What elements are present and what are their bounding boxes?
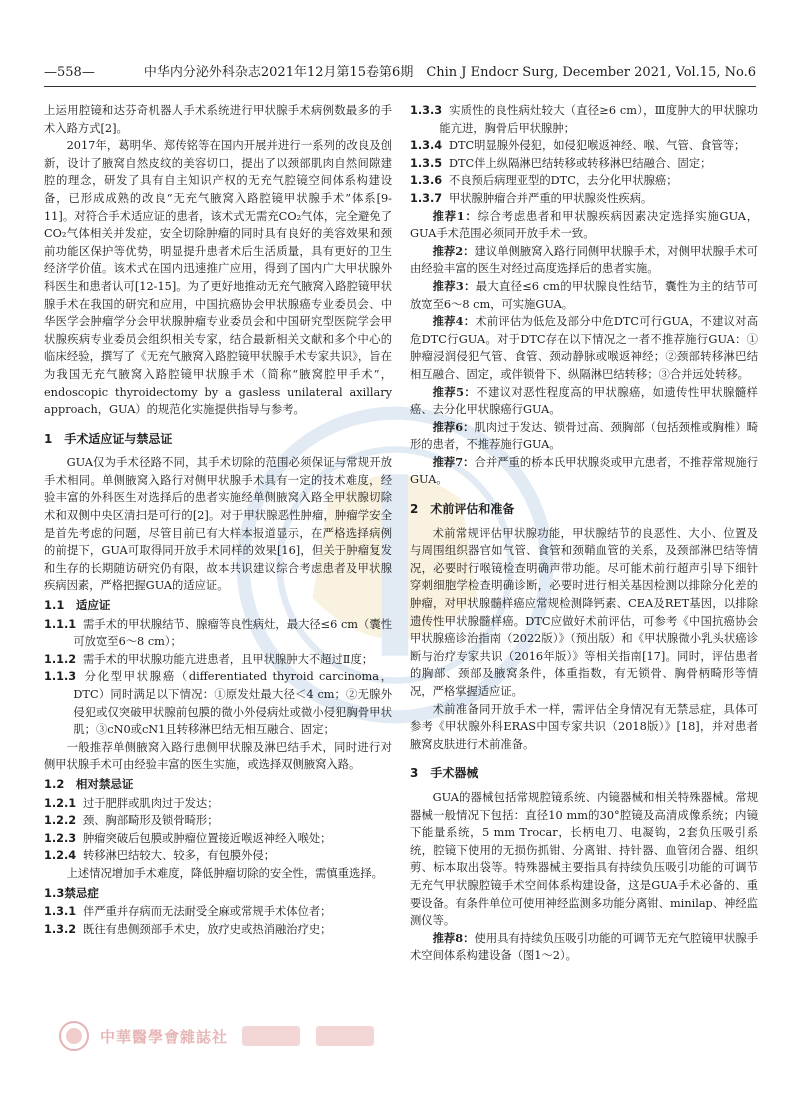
intro-paragraph: 2017年，葛明华、郑传铭等在国内开展并进行一系列的改良及创新，设计了腋窝自然皮纹的美容切口，提出了以颈部肌肉自然间隙建腔的理念，研发了具有自主知识产权的无充气腔镜空间体系构建设备，已形成成熟的改良“无充气腋窝入路腔镜甲状腺手术”体系[9-11]。对符合手术适应证的患者，该术式无需充CO₂气体，完全避免了CO₂气体相关并发症，安全切除肿瘤的同时具有良好的美容效果和颈前功能区保护等优势，明显提升患者术后生活质量，具有更好的卫生经济学价值。该术式在国内迅速推广应用，得到了国内广大甲状腺外科医生和患者认可[12-15]。为了更好地推动无充气腋窝入路腔镜甲状腺手术在我国的研究和应用，中国抗癌协会甲状腺癌专业委员会、中华医学会肿瘤学分会甲状腺肿瘤专业委员会和中国研究型医院学会甲状腺疾病专业委员会组织相关专家，结合最新相关文献和多个中心的临床经验，撰写了《无充气腋窝入路腔镜甲状腺手术专家共识》，旨在为我国无充气腋窝入路腔镜甲状腺手术（简称“腋窝腔甲手术”，endoscopic thyroidectomy by a gasless unilateral axillary approach，GUA）的规范化实施提供指导与参考。 [44,139,392,417]
left-column [44,102,392,1012]
clause-1-2-3: 1.2.3 肿瘤突破后包膜或肿瘤位置接近喉返神经入喉处； [44,831,332,845]
section-1-heading: 1 手术适应证与禁忌证 [44,431,173,446]
recommendation-2: 推荐2：建议单侧腋窝入路行同侧甲状腺手术，对侧甲状腺手术可由经验丰富的医生对经过高度选择后的患者实施。 [410,243,758,276]
recommendation-6: 推荐6：肌肉过于发达、锁骨过高、颈胸部（包括颈椎或胸椎）畸形的患者，不推荐施行GUA。 [410,419,758,452]
clause-1-2-4: 1.2.4 转移淋巴结较大、较多，有包膜外侵； [44,849,275,863]
section-3-paragraph: GUA的器械包括常规腔镜系统、内镜器械和相关特殊器械。常规器械一般情况下包括：直径10 mm的30°腔镜及高清成像系统；内镜下能量系统，5 mm Trocar，长柄电刀、电凝钩，2套负压吸引系统，腔镜下使用的无损伤抓钳、分离钳、持针器、血管闭合器、组织剪、标本取出袋等。特殊器械主要指具有持续负压吸引功能的可调节无充气甲状腺腔镜手术空间体系构建设备，这是GUA手术必备的、重要设备。有条件单位可使用神经监测多功能分离钳、minilap、神经监测仪等。 [410,790,758,928]
clause-1-1-1: 1.1.1 需手术的甲状腺结节、腺瘤等良性病灶，最大径≤6 cm（囊性可放宽至6～8 cm）； [44,617,392,649]
clause-1-3-5: 1.3.5 DTC伴上纵隔淋巴结转移或转移淋巴结融合、固定； [410,156,712,170]
recommendation-1: 推荐1：综合考虑患者和甲状腺疾病因素决定选择实施GUA，GUA手术范围必须同开放手术一致。 [410,208,758,241]
section-2-paragraph-2: 术前准备同开放手术一样，需评估全身情况有无禁忌症，具体可参考《甲状腺外科ERAS中国专家共识（2018版）》[18]，并对患者腋窝皮肤进行术前准备。 [410,702,758,751]
clause-1-3-6: 1.3.6 不良预后病理亚型的DTC，去分化甲状腺癌； [410,174,678,188]
recommendation-4: 推荐4：术前评估为低危及部分中危DTC可行GUA，不建议对高危DTC行GUA。对于DTC存在以下情况之一者不推荐施行GUA：①肿瘤浸润侵犯气管、食管、颈动静脉或喉返神经；②颈部转移淋巴结相互融合、固定，或伴锁骨下、纵隔淋巴结转移；③合并远处转移。 [410,314,758,381]
publisher-name: 中華醫學會雜誌社 [100,1028,229,1046]
recommendation-5: 推荐5：不建议对恶性程度高的甲状腺癌，如遗传性甲状腺髓样癌、去分化甲状腺癌行GUA。 [410,384,758,417]
publisher-logo-icon [58,1020,90,1052]
recommendation-3: 推荐3：最大直径≤6 cm的甲状腺良性结节，囊性为主的结节可放宽至6～8 cm，可实施GUA。 [410,278,758,311]
journal-citation-line: 中华内分泌外科杂志2021年12月第15卷第6期 Chin J Endocr Surg, December 2021, Vol.15, No.6 [143,65,756,80]
page-number: —558— [44,65,95,80]
recommendation-7: 推荐7：合并严重的桥本氏甲状腺炎或甲亢患者，不推荐常规施行GUA。 [410,454,758,487]
section-3-heading: 3 手术器械 [410,766,479,781]
section-1-3-heading: 1.3禁忌症 [44,885,99,900]
section-1-2-note: 上述情况增加手术难度，降低肿瘤切除的安全性，需慎重选择。 [66,866,383,880]
intro-continued: 上运用腔镜和达芬奇机器人手术系统进行甲状腺手术病例数最多的手术入路方式[2]。 [44,104,392,135]
right-column [410,102,758,1012]
running-header [44,64,756,87]
section-2-paragraph-1: 术前常规评估甲状腺功能，甲状腺结节的良恶性、大小、位置及与周围组织器官如气管、食管和颈鞘血管的关系，及颈部淋巴结等情况，必要时行喉镜检查明确声带功能。尽可能术前行超声引导下细针穿刺细胞学检查明确诊断，必要时进行相关基因检测以排除分化差的肿瘤，对甲状腺髓样癌应常规检测降钙素、CEA及RET基因，以排除遗传性甲状腺髓样癌。DTC应做好术前评估，可参考《中国抗癌协会甲状腺癌诊治指南（2022版）》（预出版）和《甲状腺微小乳头状癌诊断与治疗专家共识（2016年版）》等相关指南[17]。同时，评估患者的胸部、颈部及腋窝条件，体重指数，有无锁骨、胸骨柄畸形等情况，严格掌握适应证。 [410,526,758,698]
clause-1-1-3: 1.1.3 分化型甲状腺癌（differentiated thyroid carcinoma，DTC）同时满足以下情况：①原发灶最大径＜4 cm；②无腺外侵犯或仅突破甲状腺前包膜的微小外侵病灶或微小侵犯胸骨甲状肌；③cN0或cN1且转移淋巴结无相互融合、固定； [44,670,392,737]
section-1-paragraph: GUA仅为手术径路不同，其手术切除的范围必须保证与常规开放手术相同。单侧腋窝入路行对侧甲状腺手术具有一定的技术难度，经验丰富的外科医生对选择后的患者实施经单侧腋窝入路全甲状腺切除术和双侧中央区清扫是可行的[2]。对于甲状腺恶性肿瘤，肿瘤学安全是首先考虑的问题，尽管目前已有大样本报道显示，在严格选择病例的前提下，GUA可取得同开放手术同样的效果[16]，但关于肿瘤复发和生存的长期随访研究仍有限，故本共识建议综合考虑患者及甲状腺疾病因素，严格把握GUA的适应证。 [44,456,392,593]
clause-1-3-4: 1.3.4 DTC明显腺外侵犯，如侵犯喉返神经、喉、气管、食管等； [410,139,746,153]
brand-mark-icon [240,1022,302,1050]
section-2-heading: 2 术前评估和准备 [410,502,515,517]
clause-1-3-3: 1.3.3 实质性的良性病灶较大（直径≥6 cm），Ⅲ度肿大的甲状腺功能亢进，胸骨后甲状腺肿； [410,104,758,135]
clause-1-3-7: 1.3.7 甲状腺肿瘤合并严重的甲状腺炎性疾病。 [410,191,653,205]
clause-1-1-3-note: 一般推荐单侧腋窝入路行患侧甲状腺及淋巴结手术，同时进行对侧甲状腺手术可由经验丰富的医生实施，或选择双侧腋窝入路。 [44,740,392,772]
clause-1-3-2: 1.3.2 既往有患侧颈部手术史，放疗史或热消融治疗史； [44,922,332,936]
section-1-2-heading: 1.2 相对禁忌证 [44,776,134,791]
recommendation-8: 推荐8：使用具有持续负压吸引功能的可调节无充气腔镜甲状腺手术空间体系构建设备（图1～2）。 [410,930,758,963]
section-1-1-heading: 1.1 适应证 [44,598,111,613]
clause-1-1-2: 1.1.2 需手术的甲状腺功能亢进患者，且甲状腺肿大不超过Ⅱ度； [44,652,374,666]
clause-1-3-1: 1.3.1 伴严重并存病而无法耐受全麻或常规手术体位者； [44,905,332,919]
publisher-footer [44,1018,504,1058]
brand-mark-icon [314,1022,376,1050]
clause-1-2-1: 1.2.1 过于肥胖或肌肉过于发达； [44,796,219,810]
clause-1-2-2: 1.2.2 颈、胸部畸形及锁骨畸形； [44,814,219,828]
